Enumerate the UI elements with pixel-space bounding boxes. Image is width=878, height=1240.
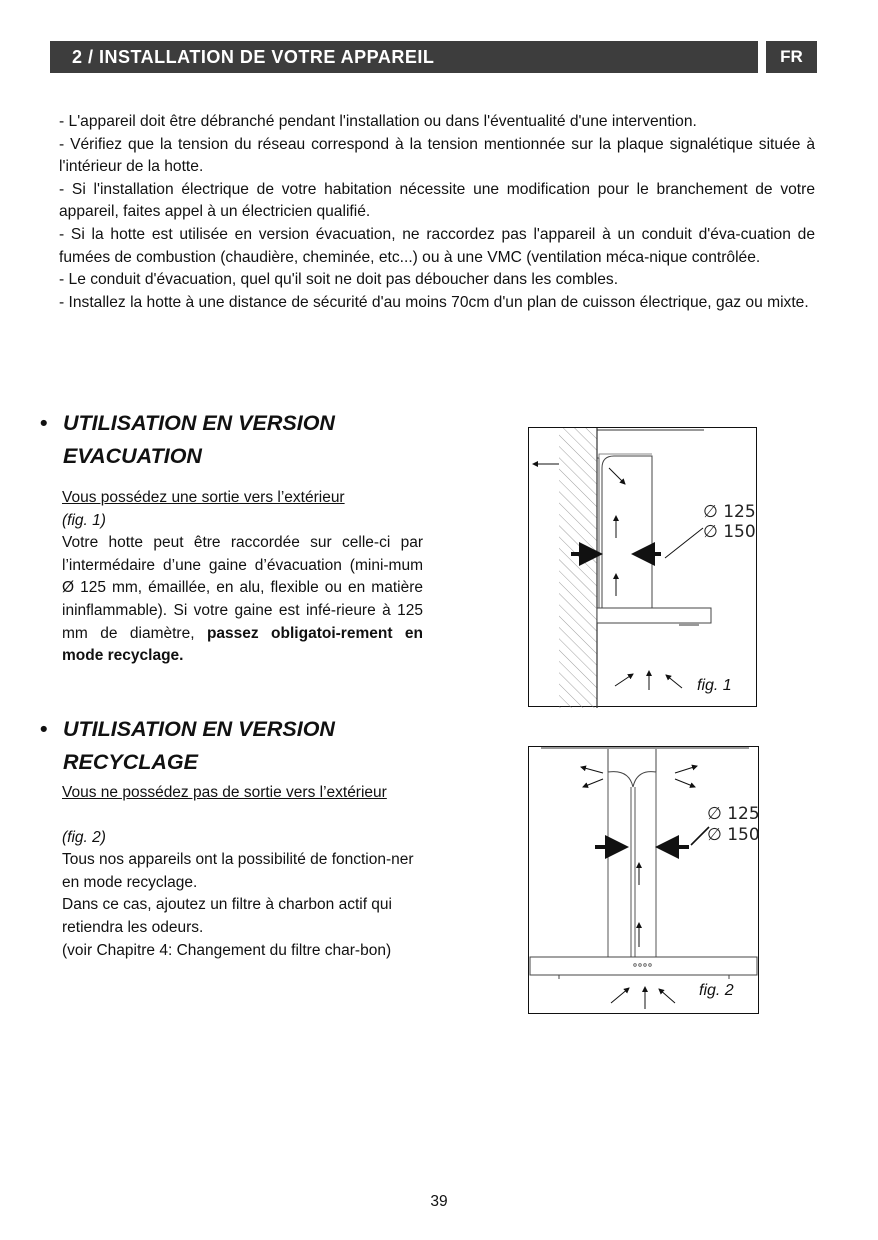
figure-reference: (fig. 1): [62, 511, 106, 529]
body-warning: passez obligatoi-rement en mode recyclage.: [62, 624, 423, 665]
section-body: Tous nos appareils ont la possibilité de fonction-ner en mode recyclage.: [62, 851, 414, 891]
hood-body: [530, 957, 757, 975]
section-body: (voir Chapitre 4: Changement du filtre char-bon): [62, 941, 392, 959]
section-title-recyclage: [40, 713, 393, 779]
language-badge: [766, 41, 817, 73]
recycled-air-arrow-icon: [581, 767, 603, 773]
page-number: 39: [430, 1193, 448, 1210]
diameter-label: ∅ 125: [703, 502, 756, 522]
diameter-label: ∅ 125: [707, 804, 760, 824]
evacuation-text: [62, 487, 423, 668]
wall: [559, 428, 597, 708]
figure-2-recycling-diagram: [528, 746, 759, 1014]
chimney: [608, 772, 656, 957]
instruction-item: - Si la hotte est utilisée en version évacuation, ne raccordez pas l'appareil à un conduit d'éva-cuation de fumées de combustion (chaudière, cheminée, etc...) ou à une VMC (ventilation méca-nique contrôlée.: [59, 225, 815, 266]
figure-caption: fig. 2: [699, 982, 734, 999]
safety-instructions: [59, 111, 815, 314]
figure-2-drawing: [529, 747, 760, 1015]
instruction-item: - L'appareil doit être débranché pendant l'installation ou dans l'éventualité d'une intervention.: [59, 113, 697, 130]
chapter-title: 2 / INSTALLATION DE VOTRE APPAREIL: [72, 47, 435, 67]
duct: [602, 456, 652, 610]
diameter-label: ∅ 150: [707, 825, 760, 845]
diameter-label: ∅ 150: [703, 522, 756, 542]
chapter-header: [50, 41, 758, 73]
figure-1-evacuation-diagram: [528, 427, 757, 707]
figure-reference: (fig. 2): [62, 828, 106, 846]
language-code: FR: [780, 47, 803, 66]
hood-body: [597, 608, 711, 623]
figure-caption: fig. 1: [697, 677, 732, 694]
section-body: [62, 532, 423, 668]
instruction-item: - Le conduit d'évacuation, quel qu'il soit ne doit pas déboucher dans les combles.: [59, 271, 619, 289]
instruction-item: - Vérifiez que la tension du réseau correspond à la tension mentionnée sur la plaque signalétique située à l'intérieur de la hotte.: [59, 135, 815, 176]
body-text: Votre hotte peut être raccordée sur celle-ci par l’intermédaire d’une gaine d’évacuation (mini-mum Ø 125 mm, émaillée, en alu, flexible ou en matière ininflammable). Si votre gaine est infé-rieure à 125 mm de diamètre,: [62, 534, 423, 642]
section-subtitle: Vous possédez une sortie vers l’extérieur: [62, 489, 345, 506]
figure-1-drawing: [529, 428, 758, 708]
recyclage-text: [62, 782, 423, 962]
bullet-icon: •: [40, 411, 48, 435]
section-subtitle: Vous ne possédez pas de sortie vers l’extérieur: [62, 784, 387, 801]
section-title-evacuation: [40, 407, 393, 473]
duct-cover: [608, 749, 656, 787]
section-heading: UTILISATION EN VERSION RECYCLAGE: [63, 717, 335, 774]
section-heading: UTILISATION EN VERSION EVACUATION: [63, 411, 335, 468]
instruction-item: - Installez la hotte à une distance de sécurité d'au moins 70cm d'un plan de cuisson électrique, gaz ou mixte.: [59, 293, 809, 311]
instruction-item: - Si l'installation électrique de votre habitation nécessite une modification pour le branchement de votre appareil, faites appel à un électricien qualifié.: [59, 180, 815, 221]
bullet-icon: •: [40, 717, 48, 741]
section-body: Dans ce cas, ajoutez un filtre à charbon actif qui retiendra les odeurs.: [62, 896, 392, 936]
